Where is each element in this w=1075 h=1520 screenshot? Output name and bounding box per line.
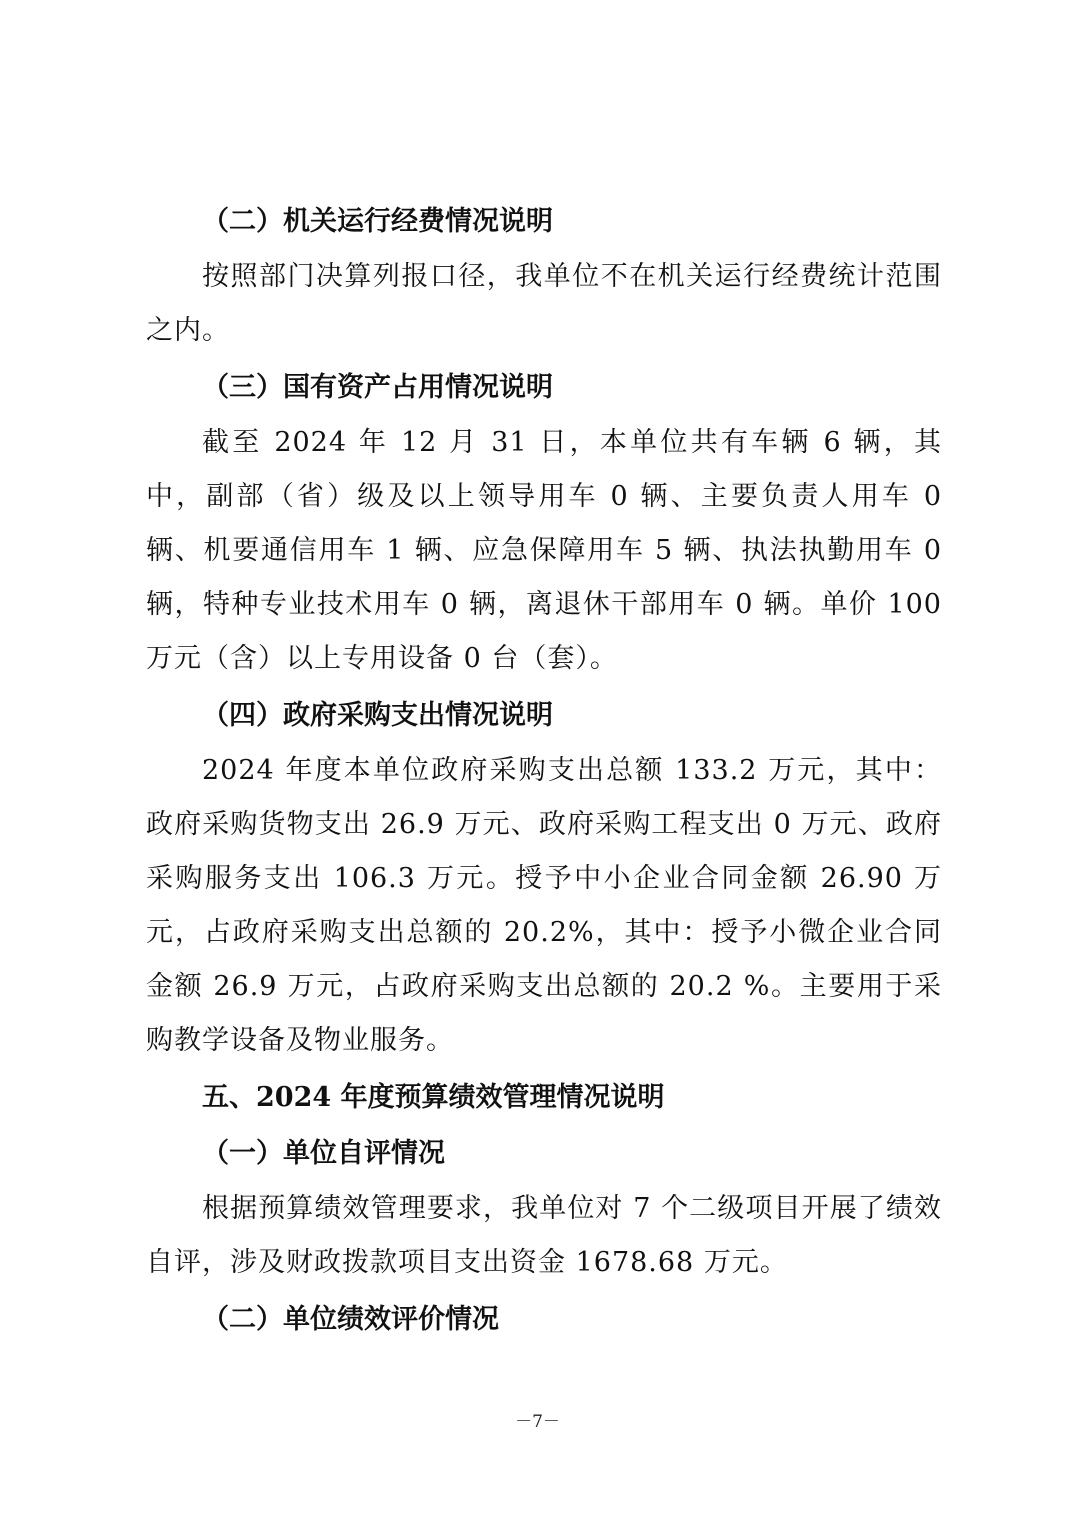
subheading-office-expenses: （二）机关运行经费情况说明 — [202, 206, 553, 237]
heading-budget-performance: 五、2024 年度预算绩效管理情况说明 — [202, 1082, 665, 1113]
page-number: －7－ — [515, 1412, 560, 1432]
paragraph-state-assets: 截至 2024 年 12 月 31 日，本单位共有车辆 6 辆，其中，副部（省）级及以上领导用车 0 辆、主要负责人用车 0 辆、机要通信用车 1 辆、应急保障用车 5 辆、执法执勤用车 0 辆，特种专业技术用车 0 辆，离退休干部用车 0 辆。单价 100 万元（含）以上专用设备 0 台（套）。 — [146, 427, 942, 674]
paragraph-government-procurement: 2024 年度本单位政府采购支出总额 133.2 万元，其中：政府采购货物支出 26.9 万元、政府采购工程支出 0 万元、政府采购服务支出 106.3 万元。授予中小企业合同金额 26.90 万元，占政府采购支出总额的 20.2%，其中：授予小微企业合同金额 26.9 万元，占政府采购支出总额的 20.2 %。主要用于采购教学设备及物业服务。 — [146, 755, 942, 1056]
subheading-performance-evaluation: （二）单位绩效评价情况 — [202, 1304, 499, 1335]
subheading-self-evaluation: （一）单位自评情况 — [202, 1138, 445, 1169]
document-body — [146, 194, 942, 1348]
subheading-government-procurement: （四）政府采购支出情况说明 — [202, 700, 553, 731]
subheading-state-assets: （三）国有资产占用情况说明 — [202, 372, 553, 403]
paragraph-office-expenses: 按照部门决算列报口径，我单位不在机关运行经费统计范围之内。 — [146, 261, 942, 346]
paragraph-self-evaluation: 根据预算绩效管理要求，我单位对 7 个二级项目开展了绩效自评，涉及财政拨款项目支出资金 1678.68 万元。 — [146, 1193, 942, 1278]
